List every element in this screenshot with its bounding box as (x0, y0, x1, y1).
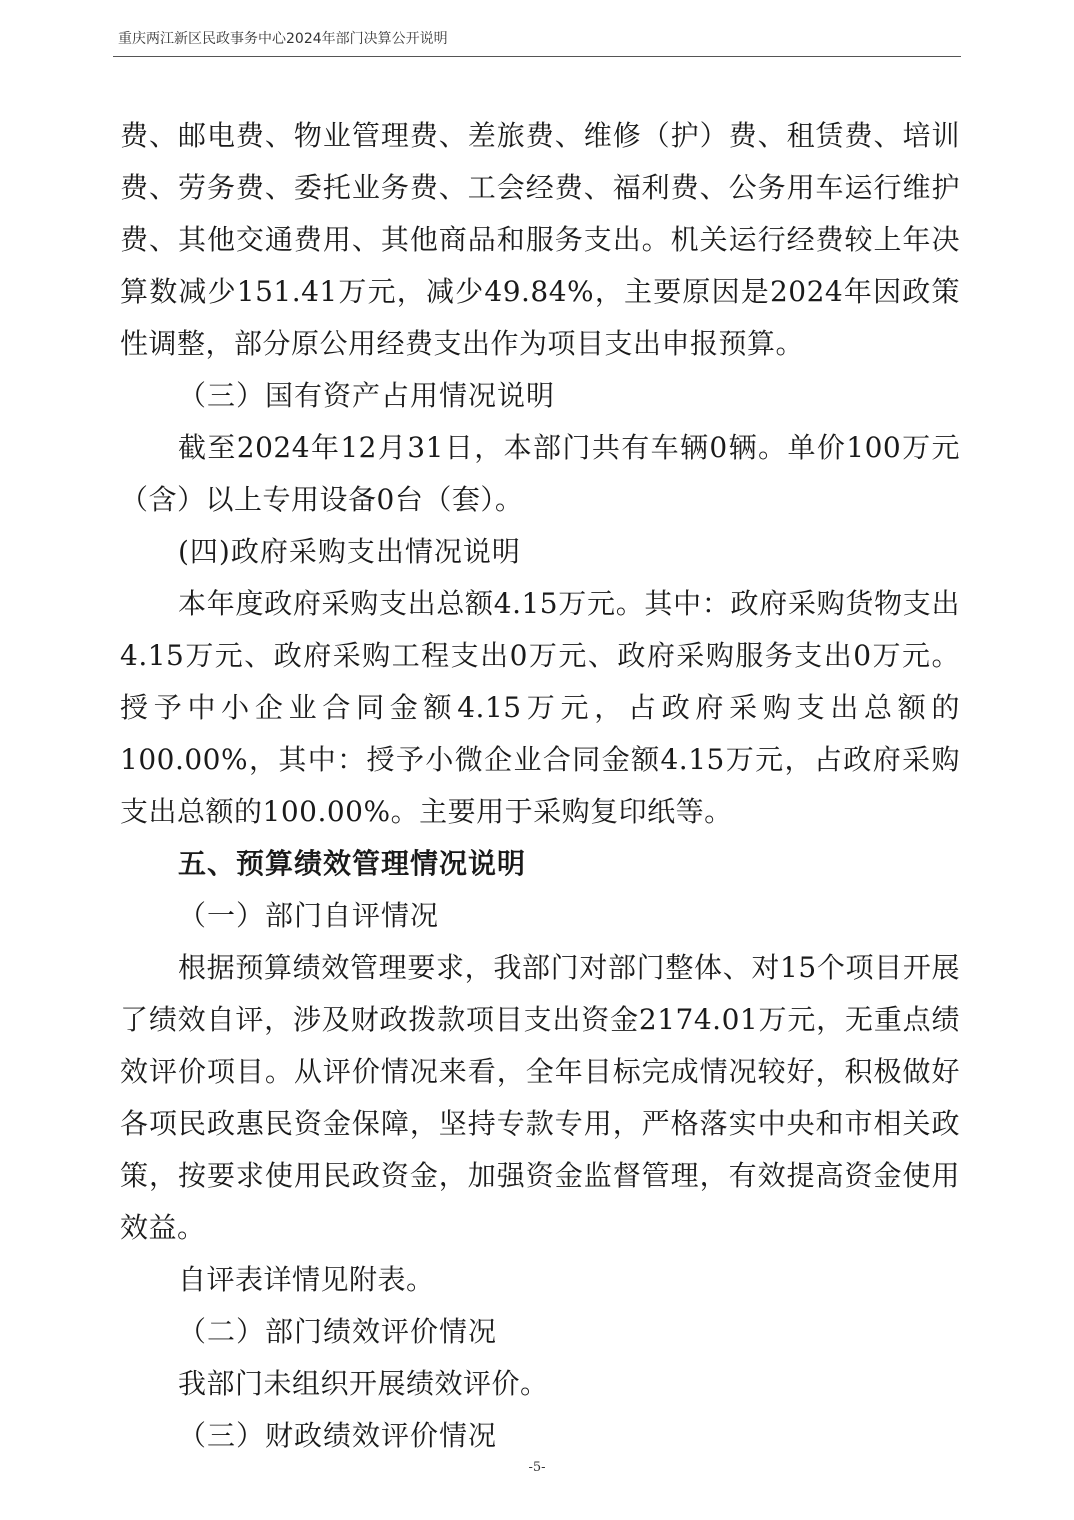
heading-state-assets: （三）国有资产占用情况说明 (178, 379, 556, 412)
header-divider (113, 56, 961, 57)
paragraph-appendix-note: 自评表详情见附表。 (178, 1263, 435, 1296)
document-header: 重庆两江新区民政事务中心2024年部门决算公开说明 (118, 31, 448, 47)
heading-fiscal-evaluation: （三）财政绩效评价情况 (178, 1419, 498, 1452)
paragraph-state-assets: 截至2024年12月31日，本部门共有车辆0辆。单价100万元（含）以上专用设备0台（套）。 (120, 431, 960, 516)
paragraph-government-procurement: 本年度政府采购支出总额4.15万元。其中：政府采购货物支出4.15万元、政府采购工程支出0万元、政府采购服务支出0万元。授予中小企业合同金额4.15万元，占政府采购支出总额的100.00%，其中：授予小微企业合同金额4.15万元，占政府采购支出总额的100.00%。主要用于采购复印纸等。 (120, 587, 960, 828)
heading-self-evaluation: （一）部门自评情况 (178, 899, 440, 932)
heading-government-procurement: (四)政府采购支出情况说明 (178, 535, 521, 568)
heading-department-evaluation: （二）部门绩效评价情况 (178, 1315, 498, 1348)
heading-performance-management: 五、预算绩效管理情况说明 (178, 847, 527, 880)
document-body (120, 110, 960, 1462)
paragraph-operating-expenses: 费、邮电费、物业管理费、差旅费、维修（护）费、租赁费、培训费、劳务费、委托业务费、工会经费、福利费、公务用车运行维护费、其他交通费用、其他商品和服务支出。机关运行经费较上年决算数减少151.41万元，减少49.84%，主要原因是2024年因政策性调整，部分原公用经费支出作为项目支出申报预算。 (120, 119, 960, 360)
paragraph-self-evaluation: 根据预算绩效管理要求，我部门对部门整体、对15个项目开展了绩效自评，涉及财政拨款项目支出资金2174.01万元，无重点绩效评价项目。从评价情况来看，全年目标完成情况较好，积极做好各项民政惠民资金保障，坚持专款专用，严格落实中央和市相关政策，按要求使用民政资金，加强资金监督管理，有效提高资金使用效益。 (120, 951, 960, 1244)
page-number: -5- (528, 1460, 546, 1475)
paragraph-department-evaluation: 我部门未组织开展绩效评价。 (178, 1367, 549, 1400)
